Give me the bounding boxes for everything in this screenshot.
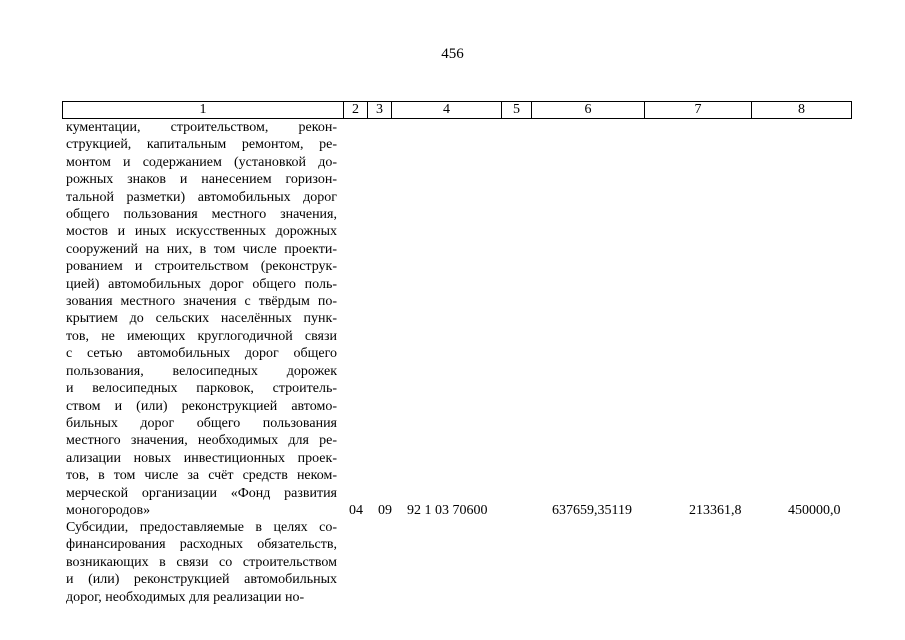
row-description-line: крытием до сельских населённых пунк- xyxy=(66,311,337,327)
row-description xyxy=(66,119,337,519)
row-description-line: пользования, велосипедных дорожек xyxy=(66,363,337,379)
row-description-line: мерческой организации «Фонд развития xyxy=(66,485,337,501)
row-description-line: ством и (или) реконструкцией автомо- xyxy=(66,398,337,414)
row-description-line: рованием и строительством (реконструк- xyxy=(66,259,337,275)
row-code-section: 04 xyxy=(349,503,363,518)
column-header-6: 6 xyxy=(532,101,645,119)
column-header-1: 1 xyxy=(62,101,344,119)
row-description-line: сооружений на них, в том числе проекти- xyxy=(66,241,337,257)
row-value-col6: 637659,35119 xyxy=(552,503,632,518)
next-row-description-line: финансирования расходных обязательств, xyxy=(66,537,337,553)
row-description-line: тов, не имеющих круглогодичной связи xyxy=(66,328,337,344)
row-description-line: кументации, строительством, рекон- xyxy=(66,120,337,135)
column-header-3: 3 xyxy=(368,101,392,119)
column-header-7: 7 xyxy=(645,101,752,119)
column-header-4: 4 xyxy=(392,101,502,119)
row-description-line: зования местного значения с твёрдым по- xyxy=(66,294,337,310)
row-description-line: цией) автомобильных дорог общего поль- xyxy=(66,276,337,292)
row-value-col8: 450000,0 xyxy=(788,503,841,518)
next-row-description xyxy=(66,519,337,606)
row-description-line: монтом и содержанием (установкой до- xyxy=(66,154,337,170)
row-description-line: тальной разметки) автомобильных дорог xyxy=(66,189,337,205)
column-header-5: 5 xyxy=(502,101,532,119)
row-description-line: местного значения, необходимых для ре- xyxy=(66,433,337,449)
row-description-line: общего пользования местного значения, xyxy=(66,207,337,223)
row-description-line: моногородов» xyxy=(66,502,151,518)
next-row-description-line: возникающих в связи со строительством xyxy=(66,554,337,570)
row-description-line: мостов и иных искусственных дорожных xyxy=(66,224,337,240)
row-target-article: 92 1 03 70600 xyxy=(407,503,488,518)
row-description-line: бильных дорог общего пользования xyxy=(66,415,337,431)
column-header-2: 2 xyxy=(344,101,368,119)
next-row-description-line: и (или) реконструкцией автомобильных xyxy=(66,572,337,588)
next-row-description-line: дорог, необходимых для реализации но- xyxy=(66,589,305,605)
row-description-line: ализации новых инвестиционных проек- xyxy=(66,450,337,466)
row-description-line: и велосипедных парковок, строитель- xyxy=(66,381,337,397)
row-description-line: струкцией, капитальным ремонтом, ре- xyxy=(66,137,337,153)
row-description-line: рожных знаков и нанесением горизон- xyxy=(66,172,337,188)
row-value-col7: 213361,8 xyxy=(689,503,742,518)
next-row-description-line: Субсидии, предоставляемые в целях со- xyxy=(66,520,337,535)
page-number: 456 xyxy=(441,46,464,62)
row-description-line: тов, в том числе за счёт средств неком- xyxy=(66,468,337,484)
column-header-8: 8 xyxy=(752,101,852,119)
row-code-subsection: 09 xyxy=(378,503,392,518)
row-description-line: с сетью автомобильных дорог общего xyxy=(66,346,337,362)
